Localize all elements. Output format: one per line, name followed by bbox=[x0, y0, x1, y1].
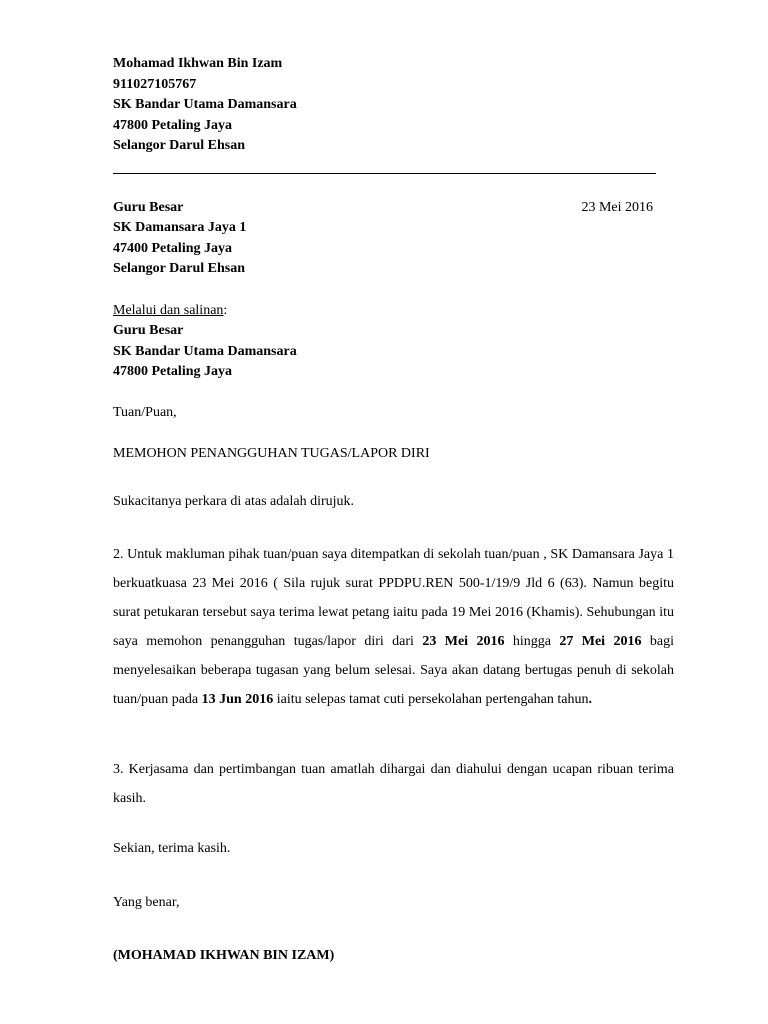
para2-report-date: 13 Jun 2016 bbox=[201, 692, 274, 707]
via-label: Melalui dan salinan bbox=[113, 303, 224, 318]
signature-name: (MOHAMAD IKHWAN BIN IZAM) bbox=[113, 948, 335, 963]
para2-period: . bbox=[588, 692, 592, 707]
paragraph-3: 3. Kerjasama dan pertimbangan tuan amatlah dihargai dan diahului dengan ucapan ribuan terima kasih. bbox=[113, 762, 674, 806]
para2-text-3: bagi menyelesaikan beberapa tugasan yang belum selesai. Saya akan datang bertugas penuh di sekolah tuan/puan pada bbox=[113, 634, 674, 707]
paragraph-2 bbox=[113, 540, 674, 714]
para2-date-start: 23 Mei 2016 bbox=[422, 634, 505, 649]
via-label-line bbox=[113, 301, 227, 321]
paragraph-1: Sukacitanya perkara di atas adalah dirujuk. bbox=[113, 494, 355, 509]
para2-text-2: hingga bbox=[504, 634, 560, 649]
closing-yang-benar: Yang benar, bbox=[113, 895, 180, 910]
sender-postcode-city: 47800 Petaling Jaya bbox=[113, 118, 232, 133]
closing-sekian: Sekian, terima kasih. bbox=[113, 841, 231, 856]
via-school: SK Bandar Utama Damansara bbox=[113, 344, 297, 359]
para2-date-end: 27 Mei 2016 bbox=[559, 634, 642, 649]
salutation: Tuan/Puan, bbox=[113, 405, 177, 420]
recipient-postcode-city: 47400 Petaling Jaya bbox=[113, 241, 232, 256]
header-divider bbox=[113, 173, 656, 174]
via-title: Guru Besar bbox=[113, 323, 184, 338]
para2-text-4: iaitu selepas tamat cuti persekolahan pertengahan tahun bbox=[273, 692, 589, 707]
sender-ic: 911027105767 bbox=[113, 77, 197, 92]
recipient-school: SK Damansara Jaya 1 bbox=[113, 220, 247, 235]
via-colon: : bbox=[223, 303, 228, 318]
recipient-title: Guru Besar bbox=[113, 200, 184, 215]
sender-state: Selangor Darul Ehsan bbox=[113, 138, 245, 153]
via-postcode-city: 47800 Petaling Jaya bbox=[113, 364, 232, 379]
letter-date: 23 Mei 2016 bbox=[581, 200, 653, 215]
subject: MEMOHON PENANGGUHAN TUGAS/LAPOR DIRI bbox=[113, 446, 430, 461]
sender-school: SK Bandar Utama Damansara bbox=[113, 97, 297, 112]
recipient-state: Selangor Darul Ehsan bbox=[113, 261, 245, 276]
para2-text-1: 2. Untuk makluman pihak tuan/puan saya ditempatkan di sekolah tuan/puan , SK Damansara Jaya 1 berkuatkuasa 23 Mei 2016 ( Sila rujuk surat PPDPU.REN 500-1/19/9 Jld 6 (63). Namun begitu surat petukaran tersebut saya terima lewat petang iaitu pada 19 Mei 2016 (Khamis). Sehubungan itu saya memohon penangguhan tugas/lapor diri dari bbox=[113, 547, 674, 649]
sender-name: Mohamad Ikhwan Bin Izam bbox=[113, 56, 283, 71]
